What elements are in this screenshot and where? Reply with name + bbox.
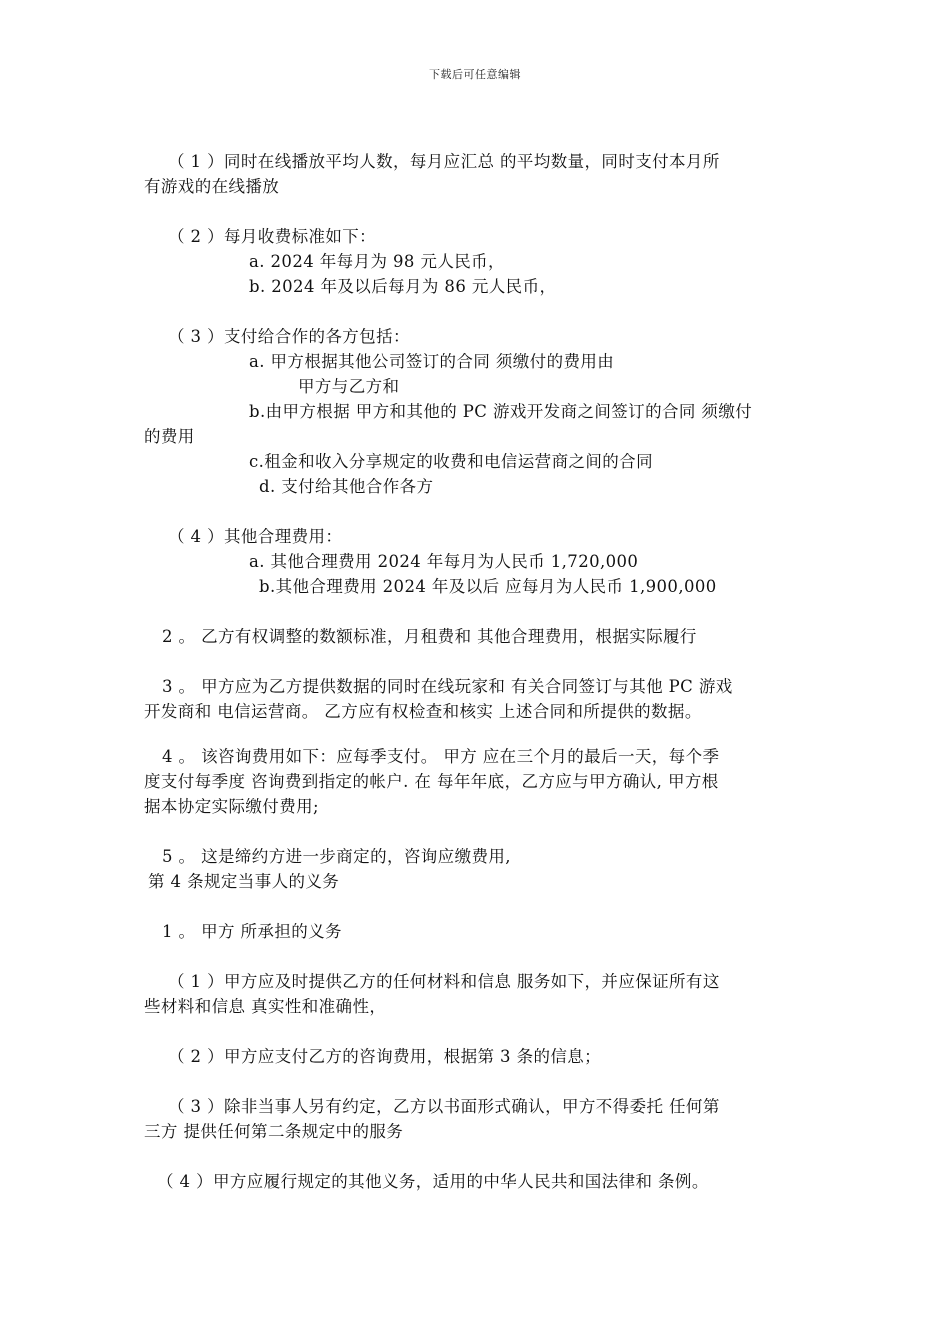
text-line: 据本协定实际缴付费用;: [144, 797, 319, 816]
text-line: （ 1 ）甲方应及时提供乙方的任何材料和信息 服务如下，并应保证所有这: [168, 972, 720, 991]
text-line: 1 。 甲方 所承担的义务: [162, 922, 342, 941]
section-heading: 第 4 条规定当事人的义务: [148, 872, 340, 891]
text-line: 开发商和 电信运营商。 乙方应有权检查和核实 上述合同和所提供的数据。: [144, 702, 702, 721]
text-line: （ 4 ）其他合理费用：: [168, 527, 343, 546]
text-line: （ 3 ）支付给合作的各方包括：: [168, 327, 410, 346]
text-line: c.租金和收入分享规定的收费和电信运营商之间的合同: [249, 452, 653, 471]
text-line: 些材料和信息 真实性和准确性，: [144, 997, 387, 1016]
text-line: 2 。 乙方有权调整的数额标准，月租费和 其他合理费用，根据实际履行: [162, 627, 697, 646]
text-line: 三方 提供任何第二条规定中的服务: [144, 1122, 404, 1141]
text-line: 5 。 这是缔约方进一步商定的，咨询应缴费用,: [162, 847, 511, 866]
text-line: 度支付每季度 咨询费到指定的帐户. 在 每年年底，乙方应与甲方确认, 甲方根: [144, 772, 719, 791]
text-line: 4 。 该咨询费用如下：应每季支付。 甲方 应在三个月的最后一天，每个季: [162, 747, 720, 766]
text-line: 的费用: [144, 427, 195, 446]
page-header-note: 下载后可任意编辑: [429, 68, 521, 81]
text-line: a. 2024 年每月为 98 元人民币，: [249, 252, 505, 271]
text-line: 有游戏的在线播放: [144, 177, 280, 196]
text-line: （ 4 ）甲方应履行规定的其他义务，适用的中华人民共和国法律和 条例。: [157, 1172, 709, 1191]
text-line: b. 2024 年及以后每月为 86 元人民币，: [249, 277, 557, 296]
text-line: 甲方与乙方和: [298, 377, 400, 396]
text-line: 3 。 甲方应为乙方提供数据的同时在线玩家和 有关合同签订与其他 PC 游戏: [162, 677, 733, 696]
text-line: d. 支付给其他合作各方: [259, 477, 434, 496]
text-line: b.其他合理费用 2024 年及以后 应每月为人民币 1,900,000: [259, 577, 717, 596]
text-line: （ 2 ）甲方应支付乙方的咨询费用，根据第 3 条的信息；: [168, 1047, 602, 1066]
text-line: a. 甲方根据其他公司签订的合同 须缴付的费用由: [249, 352, 615, 371]
text-line: （ 1 ）同时在线播放平均人数，每月应汇总 的平均数量，同时支付本月所: [168, 152, 720, 171]
text-line: （ 2 ）每月收费标准如下：: [168, 227, 377, 246]
text-line: a. 其他合理费用 2024 年每月为人民币 1,720,000: [249, 552, 639, 571]
text-line: （ 3 ）除非当事人另有约定，乙方以书面形式确认，甲方不得委托 任何第: [168, 1097, 720, 1116]
text-line: b.由甲方根据 甲方和其他的 PC 游戏开发商之间签订的合同 须缴付: [249, 402, 753, 421]
